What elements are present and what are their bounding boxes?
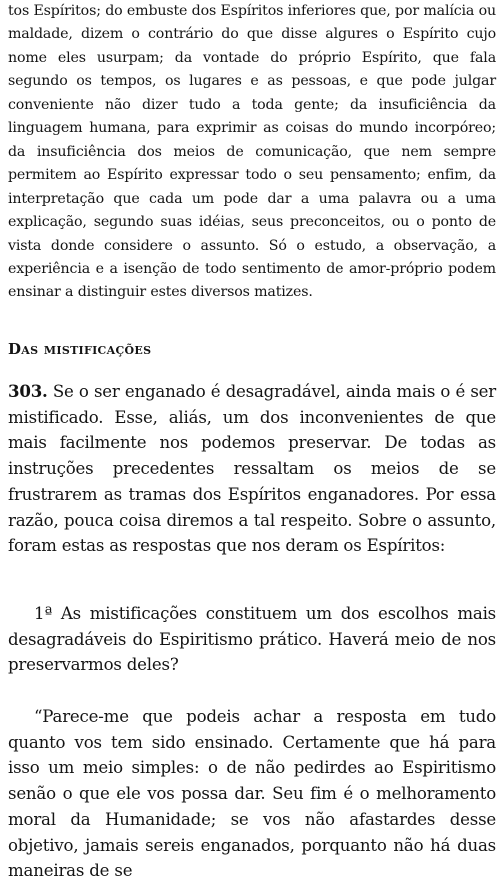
item-text: Se o ser enganado é desagradável, ainda mais o é ser mistificado. Esse, aliás, um dos inconvenientes de que mais facilmente nos podemos preservar. De todas as instruções precedentes ressaltam os meios de se frustrarem as tramas dos Espíritos enganadores. Por essa razão, pouca coisa diremos a tal respeito. Sobre o assunto, foram estas as respostas que nos deram os Espíritos: bbox=[8, 382, 496, 556]
answer-paragraph: “Parece-me que podeis achar a resposta em tudo quanto vos tem sido ensinado. Certamente que há para isso um meio simples: o de não pedirdes ao Espiritismo senão o que ele vos possa dar. Seu fim é o melhoramento moral da Humanidade; se vos não afastardes desse objetivo, jamais sereis enganados, porquanto não há duas maneiras de se bbox=[8, 707, 496, 881]
question-paragraph: 1ª As mistificações constituem um dos escolhos mais desagradáveis do Espiritismo prático. Haverá meio de nos preservarmos deles? bbox=[8, 604, 496, 675]
continuation-paragraph: tos Espíritos; do embuste dos Espíritos inferiores que, por malícia ou maldade, dizem o contrário do que disse algures o Espírito cujo nome eles usurpam; da vontade do próprio Espírito, que fala segundo os tempos, os lugares e as pessoas, e que pode julgar conveniente não dizer tudo a toda gente; da insuficiência da linguagem humana, para exprimir as coisas do mundo incorpóreo; da insuficiência dos meios de comunicação, que nem sempre permitem ao Espírito expressar todo o seu pensamento; enfim, da interpretação que cada um pode dar a uma palavra ou a uma explicação, segundo suas idéias, seus preconceitos, ou o ponto de vista donde considere o assunto. Só o estudo, a observação, a experiência e a isenção de todo sentimento de amor-próprio podem ensinar a distinguir estes diversos matizes. bbox=[8, 3, 496, 301]
item-number: 303. bbox=[8, 381, 48, 401]
section-heading: Das mistificações bbox=[8, 340, 152, 358]
item-303-paragraph bbox=[8, 379, 496, 559]
